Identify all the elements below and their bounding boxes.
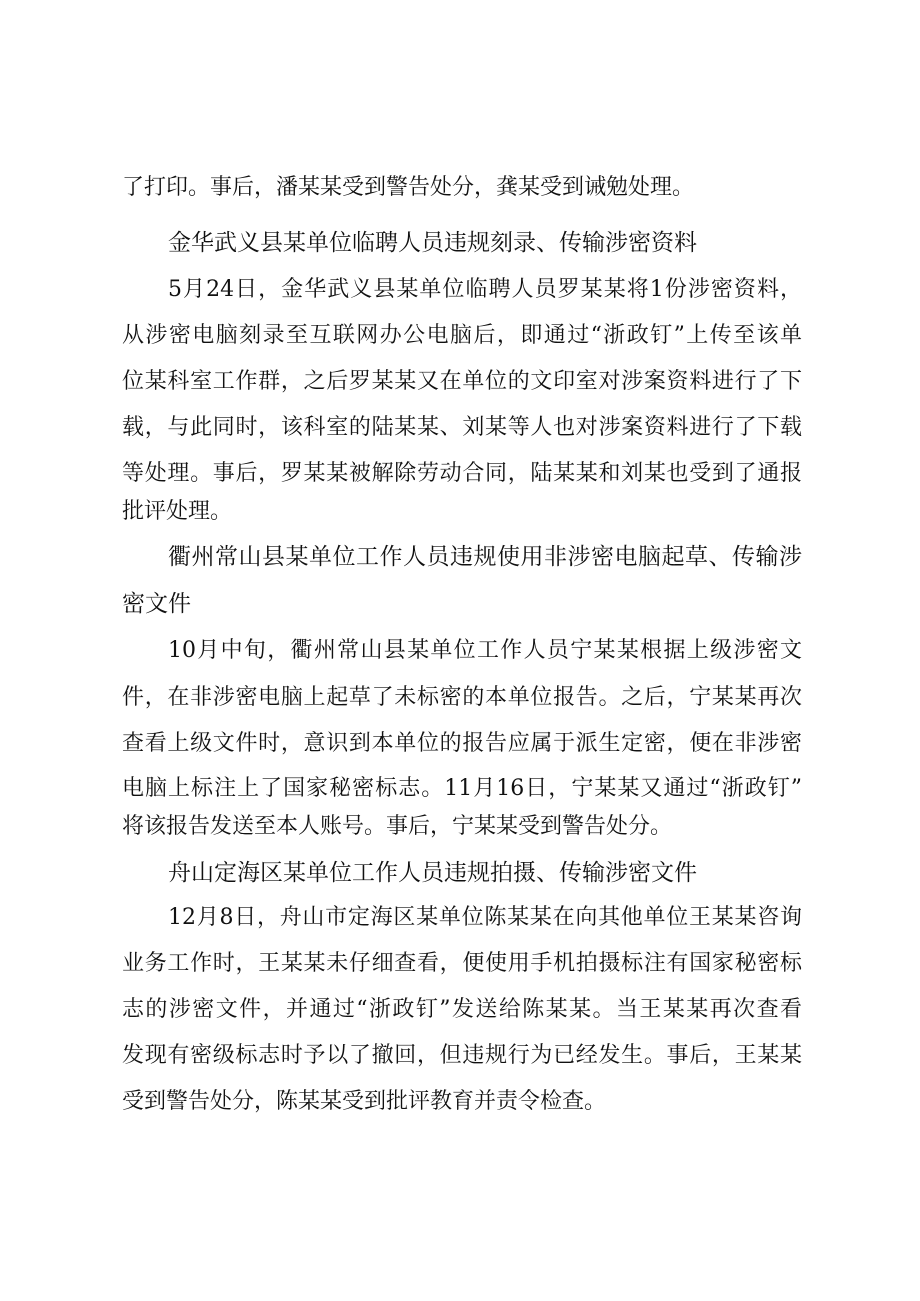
paragraph-line: 载，与此同时，该科室的陆某某、刘某等人也对涉案资料进行了下载: [122, 415, 802, 440]
paragraph-line: 从涉密电脑刻录至互联网办公电脑后，即通过“浙政钉”上传至该单: [122, 323, 802, 348]
paragraph-line: 业务工作时，王某某未仔细查看，便使用手机拍摄标注有国家秘密标: [122, 951, 802, 976]
section-heading-zhoushan: 舟山定海区某单位工作人员违规拍摄、传输涉密文件: [168, 860, 697, 886]
paragraph-line: 发现有密级标志时予以了撤回，但违规行为已经发生。事后，王某某: [122, 1043, 802, 1068]
paragraph-line: 批评处理。: [122, 499, 233, 524]
section-heading-quzhou-cont: 密文件: [122, 591, 191, 617]
paragraph-line: 志的涉密文件，并通过“浙政钉”发送给陈某某。当王某某再次查看: [122, 997, 802, 1022]
paragraph-line: 位某科室工作群，之后罗某某又在单位的文印室对涉案资料进行了下: [122, 369, 802, 394]
paragraph-line: 将该报告发送至本人账号。事后，宁某某受到警告处分。: [122, 814, 673, 839]
paragraph-line: 件，在非涉密电脑上起草了未标密的本单位报告。之后，宁某某再次: [122, 685, 802, 710]
paragraph-line: 5月24日，金华武义县某单位临聘人员罗某某将1份涉密资料，: [168, 277, 802, 302]
paragraph-line: 了打印。事后，潘某某受到警告处分，龚某受到诫勉处理。: [122, 175, 695, 200]
paragraph-line: 电脑上标注上了国家秘密标志。11月16日，宁某某又通过“浙政钉”: [122, 776, 802, 801]
paragraph-line: 受到警告处分，陈某某受到批评教育并责令检查。: [122, 1089, 607, 1114]
section-heading-quzhou: 衢州常山县某单位工作人员违规使用非涉密电脑起草、传输涉: [168, 544, 802, 570]
paragraph-line: 查看上级文件时，意识到本单位的报告应属于派生定密，便在非涉密: [122, 731, 802, 756]
paragraph-line: 等处理。事后，罗某某被解除劳动合同，陆某某和刘某也受到了通报: [122, 461, 802, 486]
section-heading-jinhua: 金华武义县某单位临聘人员违规刻录、传输涉密资料: [168, 230, 697, 256]
paragraph-line: 12月8日，舟山市定海区某单位陈某某在向其他单位王某某咨询: [168, 905, 802, 930]
paragraph-line: 10月中旬，衢州常山县某单位工作人员宁某某根据上级涉密文: [168, 638, 802, 663]
